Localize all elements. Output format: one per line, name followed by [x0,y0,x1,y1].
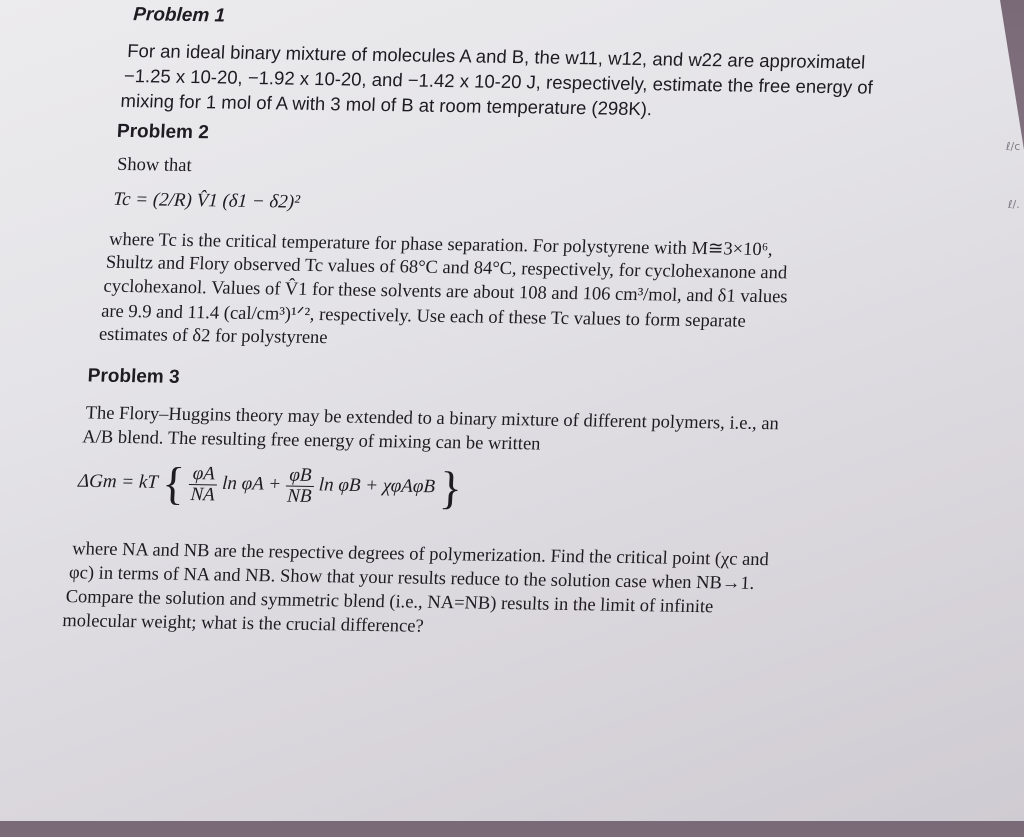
fraction-b-denominator: NB [286,485,313,507]
fraction-a-denominator: NA [190,483,216,505]
problem-2-equation: Tc = (2/R) V̂1 (δ1 − δ2)² [112,188,301,213]
edge-mark-1: ℓ/c [1006,140,1021,153]
problem-2-heading: Problem 2 [116,120,210,144]
problem-1-line-3: mixing for 1 mol of A with 3 mol of B at room temperature (298K). [120,89,653,120]
problem-2-line-5: estimates of δ2 for polystyrene [98,324,329,349]
fraction-a-numerator: φA [189,464,218,485]
problem-3-line-1: The Flory–Huggins theory may be extended to a binary mixture of different polymers, i.e., an [85,403,780,435]
equation-lhs: ΔGm = kT [77,470,159,493]
problem-3-after-line-4: molecular weight; what is the crucial difference? [61,611,425,637]
problem-2-line-1: where Tc is the critical temperature for phase separation. For polystyrene with M≅3×10⁶, [108,229,774,261]
problem-3-after-line-1: where NA and NB are the respective degrees of polymerization. Find the critical point (χc and [71,539,770,571]
problem-2-line-2: Shultz and Flory observed Tc values of 68°C and 84°C, respectively, for cyclohexanone and [105,252,788,284]
fraction-b-numerator: φB [286,465,315,486]
edge-mark-2: ℓ/. [1008,198,1020,211]
log-term-b: ln φB + χφAφB [318,474,436,498]
problem-3-after-line-2: φc) in terms of NA and NB. Show that your results reduce to the solution case when NB→1. [68,563,755,594]
problem-2-line-4: are 9.9 and 11.4 (cal/cm³)¹ᐟ², respectively. Use each of these Tc values to form separate [100,301,747,332]
problem-3-equation [77,457,464,514]
problem-1-line-1: For an ideal binary mixture of molecules A and B, the w11, w12, and w22 are approximatel [126,40,866,73]
problem-1-heading: Problem 1 [132,4,226,27]
log-term-a: ln φA + [221,472,282,495]
problem-3-heading: Problem 3 [87,365,181,388]
problem-1-line-2: −1.25 x 10-20, −1.92 x 10-20, and −1.42 x 10-20 J, respectively, estimate the free energy of [123,64,874,98]
problem-2-line-3: cyclohexanol. Values of V̂1 for these solvents are about 108 and 106 cm³/mol, and δ1 values [103,276,789,308]
problem-3-after-line-3: Compare the solution and symmetric blend (i.e., NA=NB) results in the limit of infinite [65,587,714,618]
fraction-a [188,464,218,505]
fraction-b [285,465,315,506]
left-brace-icon: { [160,457,186,509]
right-brace-icon: } [438,461,464,514]
problem-2-intro: Show that [116,154,193,177]
problem-3-line-2: A/B blend. The resulting free energy of mixing can be written [81,427,541,455]
